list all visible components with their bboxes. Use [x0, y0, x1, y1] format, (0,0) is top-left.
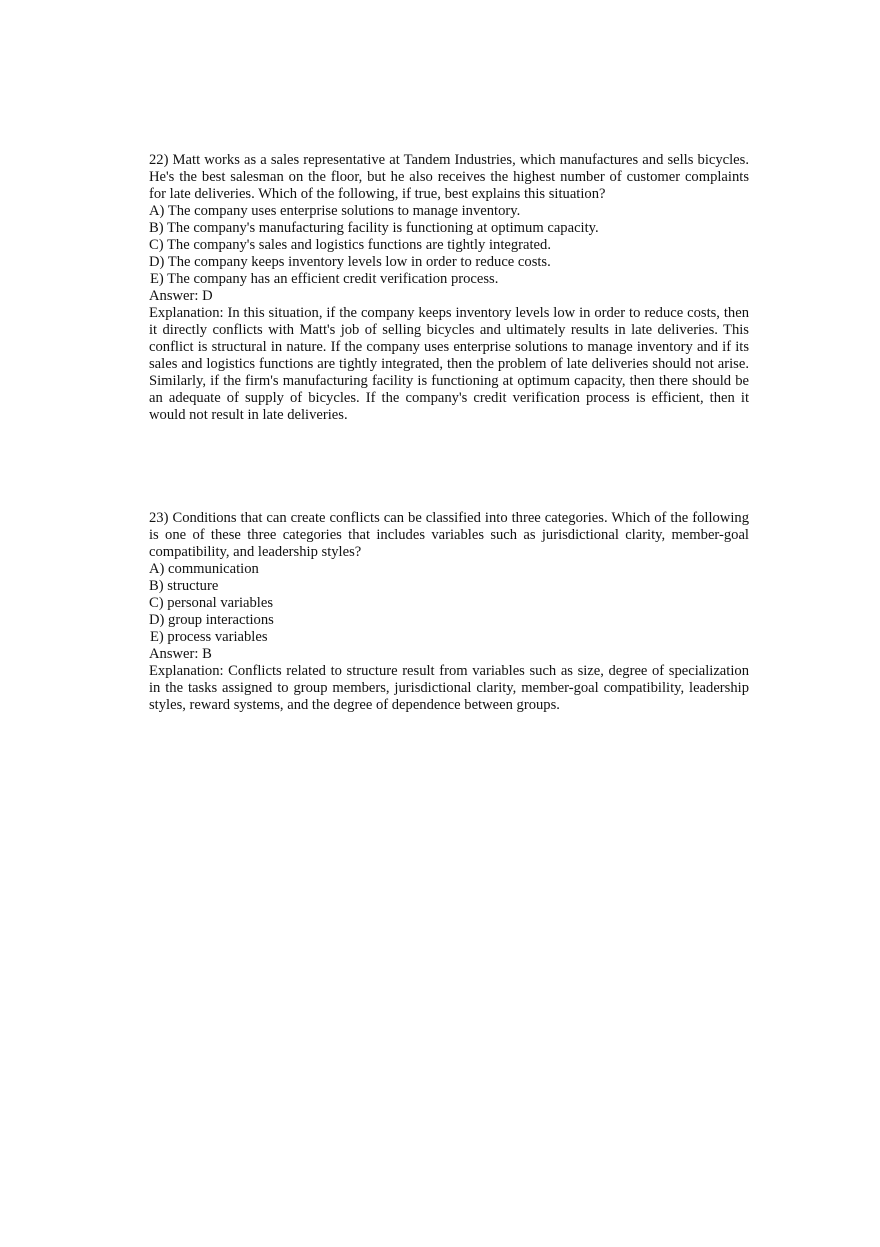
question-stem: 23) Conditions that can create conflicts can be classified into three categories. Which of the following is one of these three categories that includes variables such as jurisdictional clarity, member-goal compatibility, and leadership styles?: [149, 510, 749, 560]
answer-options: [149, 561, 749, 646]
option-c: C) personal variables: [149, 595, 274, 611]
option-e: E) process variables: [150, 629, 268, 645]
question-stem: 22) Matt works as a sales representative at Tandem Industries, which manufactures and sells bicycles. He's the best salesman on the floor, but he also receives the highest number of customer complaints for late deliveries. Which of the following, if true, best explains this situation?: [149, 152, 749, 202]
question-23: [149, 510, 749, 714]
answer-key: Answer: B: [149, 646, 212, 662]
explanation: Explanation: In this situation, if the company keeps inventory levels low in order to reduce costs, then it directly conflicts with Matt's job of selling bicycles and ultimately results in late deliveries. This conflict is structural in nature. If the company uses enterprise solutions to manage inventory and if its sales and logistics functions are tightly integrated, then the problem of late deliveries should not arise. Similarly, if the firm's manufacturing facility is functioning at optimum capacity, then there should be an adequate of supply of bicycles. If the company's credit verification process is efficient, then it would not result in late deliveries.: [149, 305, 749, 423]
option-d: D) The company keeps inventory levels low in order to reduce costs.: [149, 254, 551, 270]
option-b: B) structure: [149, 578, 219, 594]
option-d: D) group interactions: [149, 612, 274, 628]
answer-key: Answer: D: [149, 288, 213, 304]
explanation: Explanation: Conflicts related to structure result from variables such as size, degree of specialization in the tasks assigned to group members, jurisdictional clarity, member-goal compatibility, leadership styles, reward systems, and the degree of dependence between groups.: [149, 663, 749, 713]
question-22: [149, 152, 749, 424]
option-e: E) The company has an efficient credit verification process.: [150, 271, 499, 287]
answer-options: [149, 203, 749, 288]
option-a: A) communication: [149, 561, 259, 577]
option-b: B) The company's manufacturing facility is functioning at optimum capacity.: [149, 220, 599, 236]
option-c: C) The company's sales and logistics functions are tightly integrated.: [149, 237, 551, 253]
option-a: A) The company uses enterprise solutions to manage inventory.: [149, 203, 521, 219]
